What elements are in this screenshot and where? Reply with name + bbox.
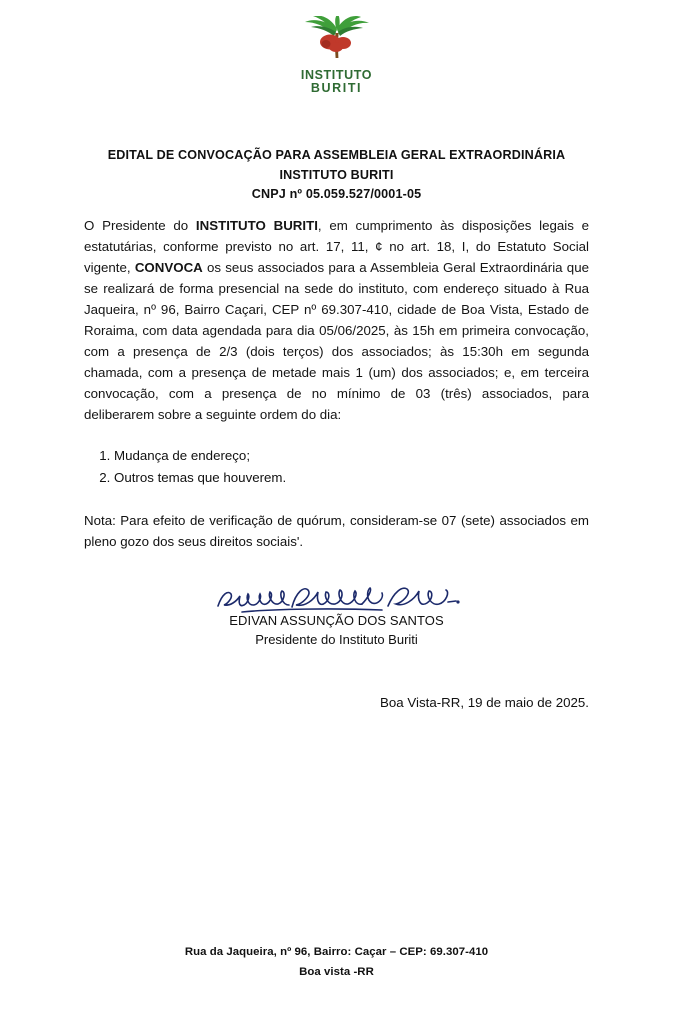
convoca-bold: CONVOCA <box>134 259 203 275</box>
page-title: EDITAL DE CONVOCAÇÃO PARA ASSEMBLEIA GERAL EXTRAORDINÁRIA <box>107 148 566 162</box>
cnpj-line: CNPJ nº 05.059.527/0001-05 <box>251 187 422 202</box>
footer-city: Boa vista -RR <box>299 965 374 978</box>
paragraph-part-3: os seus associados para a Assembleia Geral Extraordinária que se realizará de forma presencial na sede do instituto, com endereço situado à Rua Jaqueira, nº 96, Bairro Caçari, CEP nº 69.307-410, cidade de Boa Vista, Estado de Roraima, com data agendada para dia 05/06/2025, às 15h em primeira convocação, com a presença de 2/3 (dois terços) dos associados; às 15:30h em segunda chamada, com a presença de metade mais 1 (um) dos associados; e, em terceira convocação, com a presença de no mínimo de 03 (três) associados, para deliberarem sobre a seguinte ordem do dia: <box>84 259 589 422</box>
institute-logo <box>0 0 673 94</box>
quorum-note: Nota: Para efeito de verificação de quórum, consideram-se 07 (sete) associados em pleno gozo dos seus direitos sociais'. <box>84 512 589 549</box>
document-footer <box>0 943 673 982</box>
logo-line-2: BURITI <box>310 80 363 95</box>
document-body <box>84 215 589 651</box>
signer-role: Presidente do Instituto Buriti <box>255 632 418 648</box>
paragraph-part-1: O Presidente do <box>84 217 196 233</box>
signer-name: EDIVAN ASSUNÇÃO DOS SANTOS <box>229 612 444 628</box>
list-item: 2. Outros temas que houverem. <box>114 467 589 489</box>
footer-address: Rua da Jaqueira, nº 96, Bairro: Caçar – CEP: 69.307-410 <box>184 946 489 959</box>
document-title-block <box>0 146 673 205</box>
agenda-list <box>84 445 589 489</box>
list-item: 1. Mudança de endereço; <box>114 445 589 467</box>
logo-line-1: INSTITUTO <box>300 68 373 82</box>
org-name: INSTITUTO BURITI <box>279 167 394 182</box>
main-paragraph <box>84 215 589 425</box>
signature-block <box>84 586 589 651</box>
buriti-palm-icon <box>289 16 385 68</box>
place-and-date: Boa Vista-RR, 19 de maio de 2025. <box>380 694 589 710</box>
paragraph-part-2: , em cumprimento às disposições legais e estatutárias, conforme previsto no art. 17, 11, ¢ no art. 18, I, do Estatuto Social vigente, <box>84 217 590 275</box>
logo-wordmark <box>301 69 372 94</box>
org-name-bold: INSTITUTO BURITI <box>195 217 318 233</box>
